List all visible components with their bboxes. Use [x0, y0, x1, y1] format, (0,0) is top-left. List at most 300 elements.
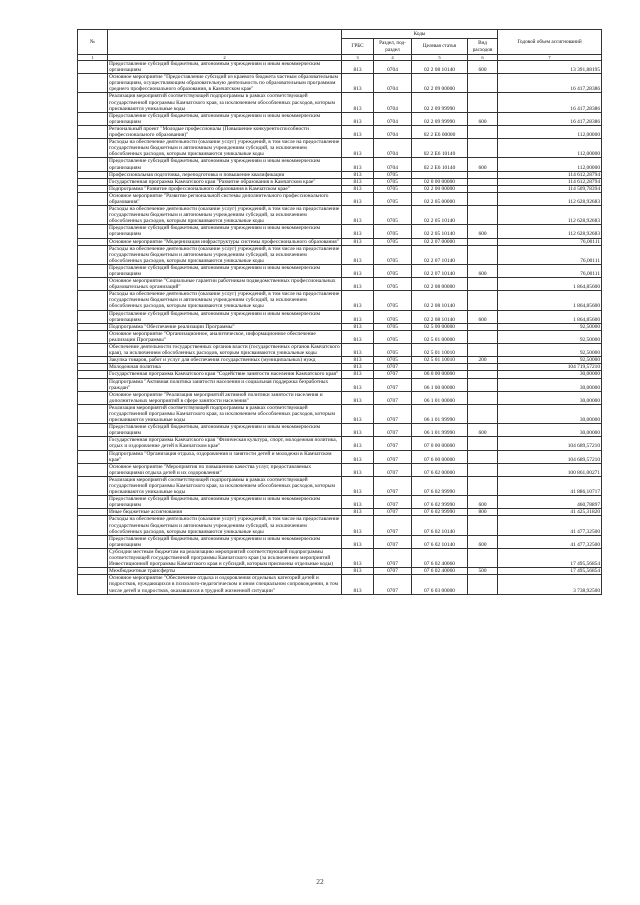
expense-type-cell [468, 364, 498, 371]
grbs-cell: 813 [342, 463, 374, 476]
item-name-cell: Подпрограмма "Активная политика занятости населения и социальная поддержка безработных граждан" [108, 378, 342, 391]
amount-cell: 1 864,85600 [498, 278, 602, 291]
amount-cell: 104 689,57210 [498, 450, 602, 463]
section-cell: 0705 [374, 245, 412, 264]
row-number-cell [78, 74, 108, 93]
table-row [78, 61, 602, 74]
target-article-cell: 02 2 08 10140 [412, 310, 468, 323]
amount-cell: 30,00000 [498, 404, 602, 423]
expense-type-cell [468, 476, 498, 495]
table-row [78, 404, 602, 423]
grbs-cell: 813 [342, 310, 374, 323]
section-cell: 0707 [374, 437, 412, 450]
header-section: Раздел, под-раздел [374, 39, 412, 55]
section-cell: 0704 [374, 93, 412, 112]
expense-type-cell [468, 463, 498, 476]
expense-type-cell [468, 378, 498, 391]
column-number: 5 [412, 55, 468, 61]
row-number-cell [78, 357, 108, 364]
row-number-cell [78, 192, 108, 205]
item-name-cell: Расходы на обеспечение деятельности (оказание услуг) учреждений, в том числе на предоставление государственным бюджетным и автономным учреждениям субсидий, за исключением обособленных расходов, которым присваиваются уникальные коды [108, 139, 342, 158]
table-row [78, 192, 602, 205]
row-number-cell [78, 278, 108, 291]
item-name-cell: Государственная программа Камчатского края "Содействие занятости населения Камчатского края" [108, 371, 342, 378]
target-article-cell: 07 0 00 00000 [412, 437, 468, 450]
table-row [78, 391, 602, 404]
target-article-cell: 07 6 02 99990 [412, 496, 468, 509]
section-cell: 0704 [374, 125, 412, 138]
expense-type-cell: 600 [468, 310, 498, 323]
grbs-cell: 813 [342, 74, 374, 93]
row-number-cell [78, 171, 108, 178]
grbs-cell: 813 [342, 225, 374, 238]
target-article-cell: 07 6 02 10140 [412, 535, 468, 548]
table-row [78, 330, 602, 343]
row-number-cell [78, 509, 108, 516]
row-number-cell [78, 291, 108, 310]
item-name-cell: Профессиональная подготовка, переподготовка и повышение квалификации [108, 171, 342, 178]
row-number-cell [78, 185, 108, 192]
table-row [78, 450, 602, 463]
table-row [78, 178, 602, 185]
section-cell: 0705 [374, 171, 412, 178]
item-name-cell: Предоставление субсидий бюджетным, автономным учреждениям и иным некоммерческим организациям [108, 310, 342, 323]
table-row [78, 74, 602, 93]
expense-type-cell: 500 [468, 568, 498, 575]
expense-type-cell [468, 139, 498, 158]
table-row [78, 548, 602, 567]
grbs-cell: 813 [342, 93, 374, 112]
grbs-cell: 813 [342, 139, 374, 158]
row-number-cell [78, 112, 108, 125]
target-article-cell: 02 2 09 99990 [412, 112, 468, 125]
section-cell: 0704 [374, 139, 412, 158]
amount-cell: 460,78897 [498, 496, 602, 509]
row-number-cell [78, 245, 108, 264]
table-row [78, 206, 602, 225]
row-number-cell [78, 364, 108, 371]
row-number-cell [78, 516, 108, 535]
row-number-cell [78, 225, 108, 238]
amount-cell: 30,00000 [498, 424, 602, 437]
expense-type-cell [468, 371, 498, 378]
expense-type-cell [468, 206, 498, 225]
section-cell: 0705 [374, 291, 412, 310]
expense-type-cell [468, 238, 498, 245]
expense-type-cell [468, 185, 498, 192]
grbs-cell: 813 [342, 323, 374, 330]
target-article-cell: 02 2 07 10140 [412, 264, 468, 277]
grbs-cell: 813 [342, 391, 374, 404]
table-row [78, 310, 602, 323]
item-name-cell: Государственная программа Камчатского края "Развитие образования в Камчатском крае" [108, 178, 342, 185]
row-number-cell [78, 424, 108, 437]
item-name-cell: Молодежная политика [108, 364, 342, 371]
target-article-cell: 07 6 03 00000 [412, 575, 468, 594]
amount-cell: 30,00000 [498, 371, 602, 378]
target-article-cell: 02 2 E6 00000 [412, 125, 468, 138]
amount-cell: 16 417,28386 [498, 112, 602, 125]
target-article-cell: 02 0 00 00000 [412, 178, 468, 185]
amount-cell: 92,50000 [498, 357, 602, 364]
section-cell: 0707 [374, 575, 412, 594]
amount-cell: 112 628,92683 [498, 206, 602, 225]
column-number: 2 [108, 55, 342, 61]
item-name-cell: Предоставление субсидий бюджетным, автономным учреждениям и иным некоммерческим организациям [108, 424, 342, 437]
item-name-cell: Реализация мероприятий соответствующей подпрограммы в рамках соответствующей государственной программы Камчатского края, за исключением обособленных расходов, которым присваиваются уникальные коды [108, 404, 342, 423]
table-row [78, 516, 602, 535]
table-row [78, 364, 602, 371]
target-article-cell [412, 364, 468, 371]
item-name-cell: Предоставление субсидий бюджетным, автономным учреждениям и иным некоммерческим организациям [108, 158, 342, 171]
amount-cell: 16 417,28386 [498, 74, 602, 93]
row-number-cell [78, 568, 108, 575]
table-row [78, 509, 602, 516]
header-number: № [78, 30, 108, 55]
expense-type-cell: 600 [468, 112, 498, 125]
target-article-cell: 02 5 01 00000 [412, 330, 468, 343]
grbs-cell: 813 [342, 278, 374, 291]
table-row [78, 238, 602, 245]
section-cell: 0707 [374, 463, 412, 476]
expense-type-cell [468, 291, 498, 310]
amount-cell: 41 477,32500 [498, 535, 602, 548]
grbs-cell: 813 [342, 548, 374, 567]
section-cell: 0707 [374, 404, 412, 423]
expense-type-cell [468, 171, 498, 178]
section-cell: 0705 [374, 323, 412, 330]
target-article-cell: 07 6 02 99990 [412, 476, 468, 495]
header-expense-type: Вид расходов [468, 39, 498, 55]
row-number-cell [78, 323, 108, 330]
item-name-cell: Межбюджетные трансферты [108, 568, 342, 575]
amount-cell: 16 417,28386 [498, 93, 602, 112]
section-cell: 0707 [374, 568, 412, 575]
header-amount: Годовой объем ассигнований [498, 30, 602, 55]
section-cell: 0707 [374, 391, 412, 404]
grbs-cell: 813 [342, 125, 374, 138]
column-number: 4 [374, 55, 412, 61]
table-body [78, 61, 602, 595]
table-row [78, 245, 602, 264]
amount-cell: 114 509,78394 [498, 185, 602, 192]
amount-cell: 114 612,28794 [498, 171, 602, 178]
row-number-cell [78, 378, 108, 391]
expense-type-cell: 800 [468, 509, 498, 516]
table-row [78, 225, 602, 238]
table-row [78, 424, 602, 437]
section-cell: 0707 [374, 424, 412, 437]
section-cell: 0707 [374, 378, 412, 391]
grbs-cell: 813 [342, 371, 374, 378]
grbs-cell: 813 [342, 238, 374, 245]
target-article-cell: 07 6 00 00000 [412, 450, 468, 463]
item-name-cell: Подпрограмма "Организация отдыха, оздоровления и занятости детей и молодежи в Камчатском крае" [108, 450, 342, 463]
table-row [78, 535, 602, 548]
grbs-cell: 813 [342, 516, 374, 535]
grbs-cell: 813 [342, 496, 374, 509]
grbs-cell: 813 [342, 330, 374, 343]
amount-cell: 76,00111 [498, 238, 602, 245]
target-article-cell: 02 2 E6 10140 [412, 139, 468, 158]
item-name-cell: Реализация мероприятий соответствующей подпрограммы в рамках соответствующей государственной программы Камчатского края, за исключением обособленных расходов, которым присваиваются уникальные коды [108, 476, 342, 495]
item-name-cell: Основное мероприятие "Обеспечение отдыха и оздоровления отдельных категорий детей и подростков, нуждающихся в психолого-педагогическом и ином специальном сопровождении, в том числе детей и подростков, оказавшихся в трудной жизненной ситуации" [108, 575, 342, 594]
expense-type-cell [468, 93, 498, 112]
grbs-cell: 813 [342, 575, 374, 594]
grbs-cell: 813 [342, 344, 374, 357]
item-name-cell: Предоставление субсидий бюджетным, автономным учреждениям и иным некоммерческим организациям [108, 264, 342, 277]
section-cell: 0705 [374, 185, 412, 192]
grbs-cell: 813 [342, 171, 374, 178]
section-cell: 0704 [374, 61, 412, 74]
table-header [78, 30, 602, 61]
amount-cell: 76,00111 [498, 264, 602, 277]
expense-type-cell [468, 391, 498, 404]
grbs-cell: 813 [342, 178, 374, 185]
expense-type-cell [468, 437, 498, 450]
section-cell: 0705 [374, 225, 412, 238]
row-number-cell [78, 310, 108, 323]
row-number-cell [78, 575, 108, 594]
target-article-cell: 02 2 05 10140 [412, 225, 468, 238]
item-name-cell: Закупка товаров, работ и услуг для обеспечения государственных (муниципальных) нужд [108, 357, 342, 364]
section-cell: 0707 [374, 371, 412, 378]
target-article-cell: 02 2 08 10140 [412, 291, 468, 310]
target-article-cell: 06 1 01 00000 [412, 391, 468, 404]
item-name-cell: Расходы на обеспечение деятельности (оказание услуг) учреждений, в том числе на предоставление государственным бюджетным и автономным учреждениям субсидий, за исключением обособленных расходов, которым присваиваются уникальные коды [108, 245, 342, 264]
grbs-cell: 813 [342, 357, 374, 364]
item-name-cell: Предоставление субсидий бюджетным, автономным учреждениям и иным некоммерческим организациям [108, 535, 342, 548]
grbs-cell: 813 [342, 437, 374, 450]
amount-cell: 3 738,92500 [498, 575, 602, 594]
section-cell: 0705 [374, 178, 412, 185]
item-name-cell: Субсидии местным бюджетам на реализацию мероприятий соответствующей подпрограммы соответствующей государственной программы Камчатского края (за исключением мероприятий Инвестиционной программы Камчатского края и субсидий, которым присвоены отдельные коды) [108, 548, 342, 567]
grbs-cell: 813 [342, 112, 374, 125]
amount-cell: 17 495,56854 [498, 568, 602, 575]
target-article-cell: 07 6 02 99990 [412, 509, 468, 516]
target-article-cell: 02 2 08 00000 [412, 278, 468, 291]
expense-type-cell [468, 548, 498, 567]
expense-type-cell [468, 245, 498, 264]
row-number-cell [78, 437, 108, 450]
target-article-cell: 07 6 02 40060 [412, 568, 468, 575]
amount-cell: 112 628,92683 [498, 192, 602, 205]
row-number-cell [78, 404, 108, 423]
amount-cell: 13 391,88195 [498, 61, 602, 74]
expense-type-cell [468, 74, 498, 93]
row-number-cell [78, 450, 108, 463]
amount-cell: 1 864,85600 [498, 310, 602, 323]
row-number-cell [78, 535, 108, 548]
section-cell: 0707 [374, 364, 412, 371]
grbs-cell: 813 [342, 378, 374, 391]
expense-type-cell: 200 [468, 357, 498, 364]
table-row [78, 575, 602, 594]
amount-cell: 41 477,32500 [498, 516, 602, 535]
row-number-cell [78, 344, 108, 357]
amount-cell: 41 425,31820 [498, 509, 602, 516]
expense-type-cell: 600 [468, 61, 498, 74]
amount-cell: 17 495,56854 [498, 548, 602, 567]
column-number: 7 [498, 55, 602, 61]
item-name-cell: Основное мероприятие "Социальные гарантии работникам подведомственных профессиональных образовательных организаций" [108, 278, 342, 291]
section-cell: 0707 [374, 535, 412, 548]
target-article-cell: 06 1 01 99990 [412, 404, 468, 423]
item-name-cell: Расходы на обеспечение деятельности (оказание услуг) учреждений, в том числе на предоставление государственным бюджетным и автономным учреждениям субсидий, за исключением обособленных расходов, которым присваиваются уникальные коды [108, 291, 342, 310]
column-number: 6 [468, 55, 498, 61]
table-row [78, 437, 602, 450]
expense-type-cell: 600 [468, 535, 498, 548]
table-row [78, 323, 602, 330]
section-cell: 0707 [374, 476, 412, 495]
grbs-cell: 813 [342, 206, 374, 225]
row-number-cell [78, 206, 108, 225]
amount-cell: 114 612,28794 [498, 178, 602, 185]
amount-cell: 76,00111 [498, 245, 602, 264]
grbs-cell: 813 [342, 535, 374, 548]
row-number-cell [78, 238, 108, 245]
expense-type-cell [468, 278, 498, 291]
target-article-cell: 02 5 01 10010 [412, 344, 468, 357]
table-row [78, 463, 602, 476]
grbs-cell: 813 [342, 185, 374, 192]
table-row [78, 291, 602, 310]
row-number-cell [78, 548, 108, 567]
row-number-cell [78, 125, 108, 138]
target-article-cell: 02 2 05 10140 [412, 206, 468, 225]
item-name-cell: Реализация мероприятий соответствующей подпрограммы в рамках соответствующей государственной программы Камчатского края, за исключением обособленных расходов, которым присваиваются уникальные коды [108, 93, 342, 112]
target-article-cell: 07 6 02 40060 [412, 548, 468, 567]
table-row [78, 371, 602, 378]
expense-type-cell [468, 125, 498, 138]
section-cell: 0704 [374, 158, 412, 171]
table-row [78, 357, 602, 364]
grbs-cell: 813 [342, 61, 374, 74]
section-cell: 0704 [374, 74, 412, 93]
grbs-cell: 813 [342, 291, 374, 310]
row-number-cell [78, 61, 108, 74]
row-number-cell [78, 476, 108, 495]
table-row [78, 568, 602, 575]
row-number-cell [78, 93, 108, 112]
section-cell: 0705 [374, 310, 412, 323]
item-name-cell: Предоставление субсидий бюджетным, автономным учреждениям и иным некоммерческим организациям [108, 496, 342, 509]
grbs-cell: 813 [342, 158, 374, 171]
section-cell: 0707 [374, 496, 412, 509]
row-number-cell [78, 463, 108, 476]
section-cell: 0705 [374, 264, 412, 277]
expense-type-cell [468, 344, 498, 357]
expense-type-cell [468, 330, 498, 343]
row-number-cell [78, 330, 108, 343]
expense-type-cell [468, 178, 498, 185]
target-article-cell: 06 1 01 99990 [412, 424, 468, 437]
row-number-cell [78, 391, 108, 404]
table-row [78, 476, 602, 495]
grbs-cell: 813 [342, 509, 374, 516]
grbs-cell: 813 [342, 192, 374, 205]
grbs-cell: 813 [342, 264, 374, 277]
grbs-cell: 813 [342, 364, 374, 371]
table-row [78, 158, 602, 171]
expense-type-cell: 600 [468, 496, 498, 509]
item-name-cell: Расходы на обеспечение деятельности (оказание услуг) учреждений, в том числе на предоставление государственным бюджетным и автономным учреждениям субсидий, за исключением обособленных расходов, которым присваиваются уникальные коды [108, 516, 342, 535]
target-article-cell: 06 0 00 00000 [412, 371, 468, 378]
item-name-cell: Предоставление субсидий бюджетным, автономным учреждениям и иным некоммерческим организациям [108, 61, 342, 74]
table-row [78, 185, 602, 192]
section-cell: 0707 [374, 450, 412, 463]
target-article-cell: 02 2 09 99990 [412, 93, 468, 112]
amount-cell: 92,50000 [498, 344, 602, 357]
table-row [78, 112, 602, 125]
item-name-cell: Основное мероприятие "Предоставление субсидий из краевого бюджета частным образовательным организациям, осуществляющим образовательную деятельность по образовательным программам среднего профессионального образования, в Камчатском крае" [108, 74, 342, 93]
row-number-cell [78, 139, 108, 158]
section-cell: 0705 [374, 357, 412, 364]
item-name-cell: Расходы на обеспечение деятельности (оказание услуг) учреждений, в том числе на предоставление государственным бюджетным и автономным учреждениям субсидий, за исключением обособленных расходов, которым присваиваются уникальные коды [108, 206, 342, 225]
section-cell: 0705 [374, 278, 412, 291]
amount-cell: 30,00000 [498, 391, 602, 404]
table-row [78, 125, 602, 138]
amount-cell: 1 864,85600 [498, 291, 602, 310]
table-row [78, 496, 602, 509]
table-row [78, 344, 602, 357]
amount-cell: 100 861,00271 [498, 463, 602, 476]
target-article-cell [412, 171, 468, 178]
header-name [108, 30, 342, 55]
grbs-cell: 813 [342, 568, 374, 575]
item-name-cell: Основное мероприятие "Реализация мероприятий активной политики занятости населения и дополнительных мероприятий в сфере занятости населения" [108, 391, 342, 404]
amount-cell: 92,50000 [498, 330, 602, 343]
target-article-cell: 07 6 02 00000 [412, 463, 468, 476]
section-cell: 0705 [374, 206, 412, 225]
target-article-cell: 06 1 00 00000 [412, 378, 468, 391]
amount-cell: 41 886,10717 [498, 476, 602, 495]
row-number-cell [78, 158, 108, 171]
section-cell: 0705 [374, 192, 412, 205]
row-number-cell [78, 178, 108, 185]
table-row [78, 93, 602, 112]
header-target-article: Целевая статья [412, 39, 468, 55]
header-grbs: ГРБС [342, 39, 374, 55]
column-number: 1 [78, 55, 108, 61]
expense-type-cell: 600 [468, 225, 498, 238]
item-name-cell: Региональный проект "Молодые профессионалы (Повышение конкурентоспособности профессионального образования)" [108, 125, 342, 138]
item-name-cell: Подпрограмма "Развитие профессионального образования в Камчатском крае" [108, 185, 342, 192]
section-cell: 0705 [374, 344, 412, 357]
section-cell: 0707 [374, 509, 412, 516]
header-codes: Коды [342, 30, 498, 39]
item-name-cell: Подпрограмма "Обеспечение реализации Программы" [108, 323, 342, 330]
budget-table [77, 29, 602, 595]
target-article-cell: 02 2 00 00000 [412, 185, 468, 192]
target-article-cell: 02 2 07 00000 [412, 238, 468, 245]
section-cell: 0707 [374, 548, 412, 567]
grbs-cell: 813 [342, 404, 374, 423]
target-article-cell: 02 2 05 00000 [412, 192, 468, 205]
item-name-cell: Основное мероприятие "Организационное, аналитическое, информационное обеспечение реализации Программы" [108, 330, 342, 343]
row-number-cell [78, 264, 108, 277]
table-row [78, 171, 602, 178]
table-row [78, 278, 602, 291]
amount-cell: 112,00000 [498, 139, 602, 158]
target-article-cell: 02 5 01 10010 [412, 357, 468, 364]
grbs-cell: 813 [342, 450, 374, 463]
amount-cell: 30,00000 [498, 378, 602, 391]
expense-type-cell: 600 [468, 264, 498, 277]
table-row [78, 139, 602, 158]
grbs-cell: 813 [342, 245, 374, 264]
section-cell: 0705 [374, 330, 412, 343]
